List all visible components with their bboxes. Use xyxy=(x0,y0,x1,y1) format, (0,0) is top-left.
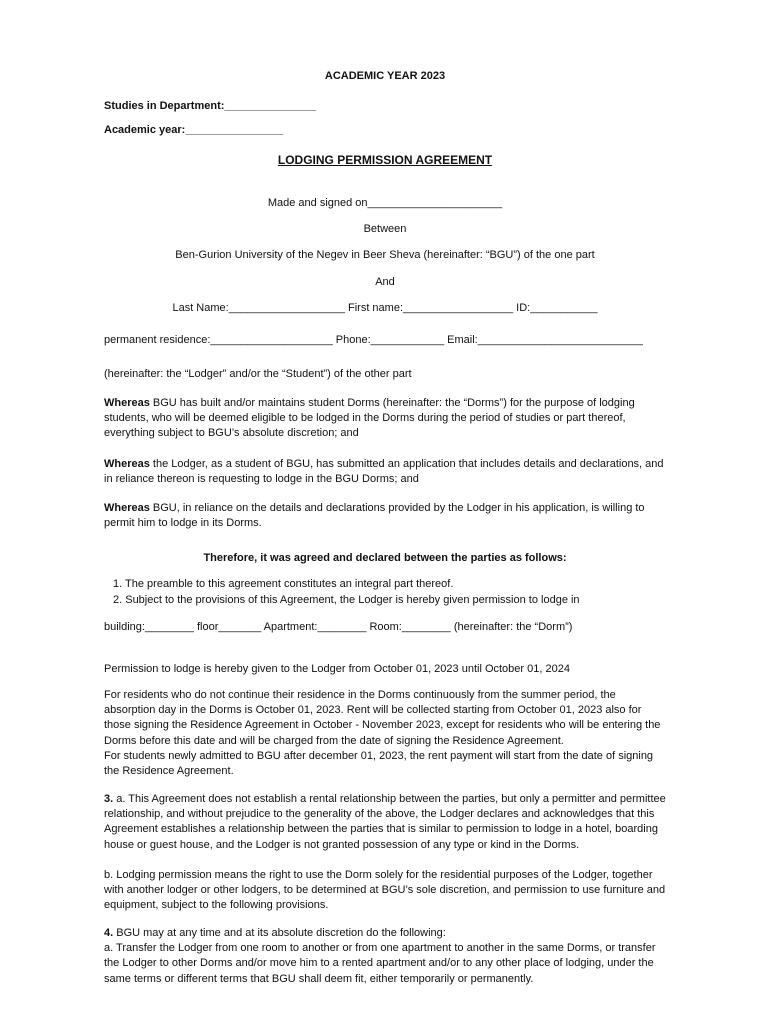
residents-paragraph: For residents who do not continue their residence in the Dorms continuously from the summer period, the absorption day in the Dorms is October 01, 2023. Rent will be collected starting from October 01, 2023 also for those signing the Residence Agreement in October - November 2023, except for residents who will be entering the Dorms before this date and will be charged from the date of signing the Residence Agreement. xyxy=(104,689,661,747)
whereas-lead: Whereas xyxy=(104,397,150,409)
clause-3-number: 3. xyxy=(104,793,114,805)
whereas-paragraph-2 xyxy=(104,457,669,487)
clause-4-paragraph xyxy=(104,926,669,987)
lodger-residence-line: permanent residence:____________________ Phone:____________ Email:___________________________ xyxy=(104,334,643,346)
made-signed-line: Made and signed on______________________ xyxy=(267,197,503,209)
party-one-text: Ben-Gurion University of the Negev in Beer Sheva (hereinafter: “BGU”) of the one part xyxy=(175,249,595,261)
between-label: Between xyxy=(363,223,407,235)
studies-department-field: Studies in Department:_______________ xyxy=(104,100,317,112)
whereas-paragraph-3 xyxy=(104,501,669,531)
whereas-text: the Lodger, as a student of BGU, has submitted an application that includes details and declarations, and in reliance thereon is requesting to lodge in the BGU Dorms; and xyxy=(104,458,664,486)
whereas-paragraph-1 xyxy=(104,396,669,442)
clause-1: 1. The preamble to this agreement constitutes an integral part thereof. xyxy=(113,578,454,590)
clause-3b-paragraph: b. Lodging permission means the right to use the Dorm solely for the residential purposes of the Lodger, together with another lodger or other lodgers, to be determined at BGU’s sole discretion, and permission to use furniture and equipment, subject to the following provisions. xyxy=(104,869,666,912)
academic-year-field: Academic year:________________ xyxy=(104,124,284,136)
whereas-lead: Whereas xyxy=(104,502,150,514)
and-label: And xyxy=(375,276,395,288)
building-room-line: building:________ floor_______ Apartment:________ Room:________ (hereinafter: the “Dorm”) xyxy=(104,621,573,633)
whereas-text: BGU, in reliance on the details and declarations provided by the Lodger in his application, is willing to permit him to lodge in its Dorms. xyxy=(104,502,645,530)
new-students-paragraph: For students newly admitted to BGU after december 01, 2023, the rent payment will start from the date of signing the Residence Agreement. xyxy=(104,750,654,778)
whereas-text: BGU has built and/or maintains student Dorms (hereinafter: the “Dorms”) for the purpose of lodging students, who will be deemed eligible to be lodged in the Dorms during the period of studies or part thereof, everything subject to BGU’s absolute discretion; and xyxy=(104,397,635,440)
clause-4a-text: a. Transfer the Lodger from one room to another or from one apartment to another in the same Dorms, or transfer the Lodger to other Dorms and/or move him to a rented apartment and/or to any other place of lodging, under the same terms or different terms that BGU shall deem fit, either temporarily or permanently. xyxy=(104,942,656,985)
clause-3a-paragraph xyxy=(104,792,669,853)
agreement-title: LODGING PERMISSION AGREEMENT xyxy=(277,153,493,167)
other-part-text: (hereinafter: the “Lodger” and/or the “Student”) of the other part xyxy=(104,368,412,380)
lodger-name-line: Last Name:___________________ First name:__________________ ID:___________ xyxy=(172,302,598,314)
clause-3a-text: a. This Agreement does not establish a rental relationship between the parties, but only a permitter and permittee relationship, and without prejudice to the generality of the above, the Lodger declares and acknowledges that this Agreement establishes a relationship between the parties that is similar to permission to lodge in a hotel, boarding house or guest house, and the Lodger is not granted possession of any type or kind in the Dorms. xyxy=(104,793,666,851)
clause-4-intro: BGU may at any time and at its absolute discretion do the following: xyxy=(113,927,446,939)
permission-period-text: Permission to lodge is hereby given to the Lodger from October 01, 2023 until October 01, 2024 xyxy=(104,663,570,675)
therefore-heading: Therefore, it was agreed and declared between the parties as follows: xyxy=(203,552,567,564)
whereas-lead: Whereas xyxy=(104,458,150,470)
clause-4-number: 4. xyxy=(104,927,114,939)
academic-year-heading: ACADEMIC YEAR 2023 xyxy=(324,70,446,82)
clause-2: 2. Subject to the provisions of this Agreement, the Lodger is hereby given permission to lodge in xyxy=(113,594,580,606)
